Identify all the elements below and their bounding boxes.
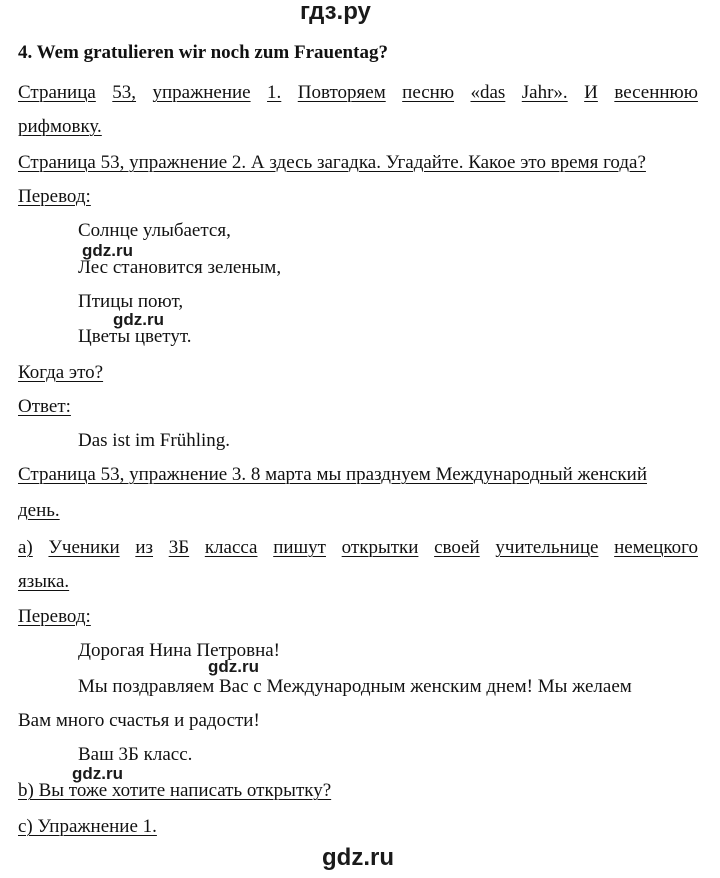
ex3-b: b) Вы тоже хотите написать открытку? <box>18 780 332 801</box>
poem-line-3: Птицы поют, <box>78 291 184 312</box>
word: пишут <box>273 537 326 558</box>
footer-watermark: gdz.ru <box>322 844 394 871</box>
ex3-line1: Страница 53, упражнение 3. 8 марта мы празднуем Международный женский <box>18 464 647 485</box>
ex3-a-line2: языка. <box>18 571 70 592</box>
poem-line-1: Солнце улыбается, <box>78 220 231 241</box>
word: 53, <box>112 82 137 103</box>
word: «das <box>470 82 506 103</box>
word: класса <box>204 537 258 558</box>
word: своей <box>434 537 480 558</box>
ex3-a-line1 <box>18 537 698 559</box>
word: а) <box>18 537 33 558</box>
ex1-line1 <box>18 82 698 104</box>
inline-watermark: gdz.ru <box>113 310 164 329</box>
letter-body-line2: Вам много счастья и радости! <box>18 710 260 731</box>
ex3-translation-label: Перевод: <box>18 606 91 627</box>
word: Страница <box>18 82 96 103</box>
poem-line-2: Лес становится зеленым, <box>78 257 282 278</box>
ex1-line2: рифмовку. <box>18 116 102 137</box>
word: Ученики <box>48 537 120 558</box>
word: немецкого <box>614 537 698 558</box>
word: Jahr». <box>521 82 568 103</box>
inline-watermark: gdz.ru <box>208 657 259 676</box>
inline-watermark: gdz.ru <box>82 241 133 260</box>
word: упражнение <box>152 82 251 103</box>
word: открытки <box>341 537 419 558</box>
letter-greeting: Дорогая Нина Петровна! <box>78 640 281 661</box>
ex2-answer: Das ist im Frühling. <box>78 430 231 451</box>
word: песню <box>402 82 455 103</box>
ex2-translation-label: Перевод: <box>18 186 91 207</box>
word: 1. <box>267 82 282 103</box>
letter-body-line1: Мы поздравляем Вас с Международным женским днем! Мы желаем <box>78 676 632 697</box>
letter-signature: Ваш 3Б класс. <box>78 744 193 765</box>
header-watermark: гдз.ру <box>300 0 371 25</box>
word: Повторяем <box>297 82 386 103</box>
ex2-question: Когда это? <box>18 362 104 383</box>
word: 3Б <box>168 537 190 558</box>
ex2-line: Страница 53, упражнение 2. А здесь загадка. Угадайте. Какое это время года? <box>18 152 646 173</box>
section-title: 4. Wem gratulieren wir noch zum Frauentag? <box>18 42 388 63</box>
ex3-c: c) Упражнение 1. <box>18 816 157 837</box>
ex3-line2: день. <box>18 500 60 521</box>
word: И <box>584 82 598 103</box>
word: из <box>135 537 154 558</box>
inline-watermark: gdz.ru <box>72 764 123 783</box>
ex2-answer-label: Ответ: <box>18 396 71 417</box>
word: весеннюю <box>614 82 698 103</box>
poem-line-4: Цветы цветут. <box>78 326 192 347</box>
word: учительнице <box>495 537 599 558</box>
